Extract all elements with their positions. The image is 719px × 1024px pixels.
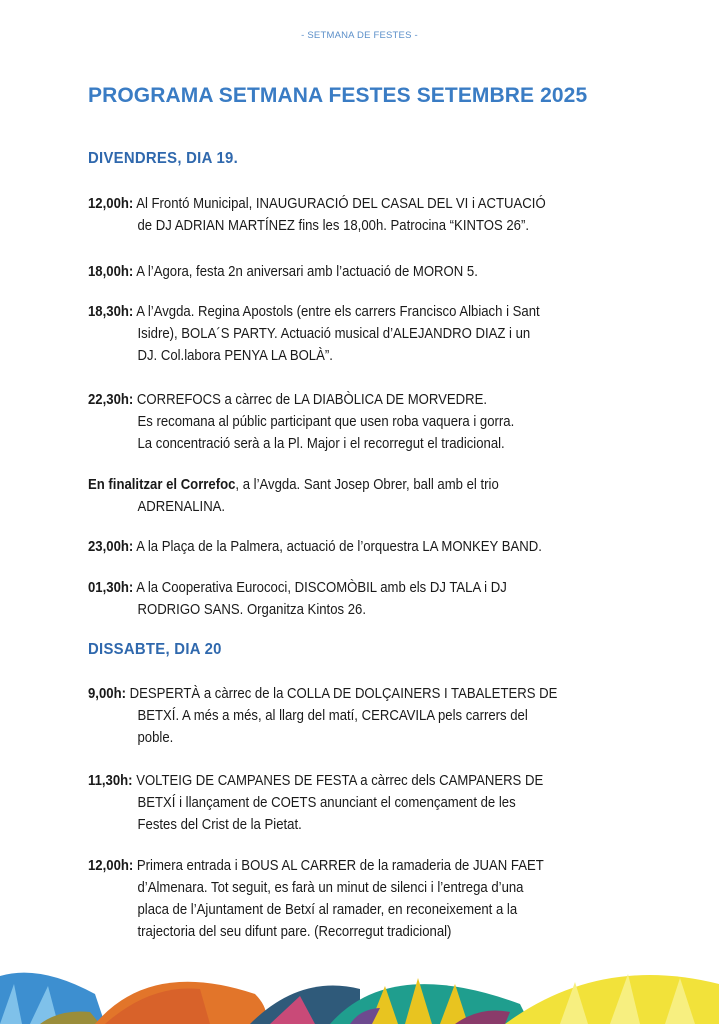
header-label: - SETMANA DE FESTES - bbox=[301, 30, 418, 41]
entry-text: Al Frontó Municipal, INAUGURACIÓ DEL CASAL DEL VI i ACTUACIÓ bbox=[133, 196, 546, 212]
entry-first-line bbox=[88, 261, 592, 283]
entry-time: 9,00h: bbox=[88, 686, 126, 702]
entry-first-line bbox=[88, 474, 592, 496]
program-entry bbox=[88, 474, 592, 518]
entry-first-line bbox=[88, 193, 592, 215]
program-entry bbox=[88, 536, 592, 558]
entry-first-line bbox=[88, 855, 592, 877]
program-entry bbox=[88, 855, 592, 943]
entry-first-line bbox=[88, 770, 592, 792]
entry-continuation-line: Festes del Crist de la Pietat. bbox=[137, 817, 302, 833]
entry-text: DESPERTÀ a càrrec de la COLLA DE DOLÇAINERS I TABALETERS DE bbox=[125, 686, 558, 702]
entry-time: 22,30h: bbox=[88, 392, 134, 408]
program-entry bbox=[88, 389, 592, 455]
day-heading: DIVENDRES, DIA 19. bbox=[88, 150, 239, 167]
program-entry bbox=[88, 301, 592, 367]
entry-first-line bbox=[88, 389, 592, 411]
entry-time: 12,00h: bbox=[88, 858, 134, 874]
program-entry bbox=[88, 193, 592, 237]
entry-text: A l’Agora, festa 2n aniversari amb l’actuació de MORON 5. bbox=[133, 264, 478, 280]
program-entry bbox=[88, 261, 592, 283]
entry-continuation-line: Es recomana al públic participant que usen roba vaquera i gorra. bbox=[137, 414, 515, 430]
entry-first-line bbox=[88, 577, 592, 599]
entry-time: 12,00h: bbox=[88, 196, 134, 212]
decorative-footer-illustration bbox=[0, 964, 719, 1024]
entry-text: A la Plaça de la Palmera, actuació de l’orquestra LA MONKEY BAND. bbox=[133, 539, 542, 555]
entry-time: 01,30h: bbox=[88, 580, 134, 596]
entry-continuation-line: trajectoria del seu difunt pare. (Recorregut tradicional) bbox=[137, 924, 452, 940]
program-entry bbox=[88, 577, 592, 621]
entry-text: A l’Avgda. Regina Apostols (entre els carrers Francisco Albiach i Sant bbox=[133, 304, 540, 320]
entry-continuation-line: placa de l’Ajuntament de Betxí al ramader, en reconeixement a la bbox=[137, 902, 518, 918]
entry-time: 18,30h: bbox=[88, 304, 134, 320]
entry-continuation-line: RODRIGO SANS. Organitza Kintos 26. bbox=[137, 602, 366, 618]
entry-text: Primera entrada i BOUS AL CARRER de la ramaderia de JUAN FAET bbox=[133, 858, 544, 874]
entry-text: CORREFOCS a càrrec de LA DIABÒLICA DE MORVEDRE. bbox=[133, 392, 488, 408]
entry-continuation-line: poble. bbox=[137, 730, 174, 746]
entry-continuation-line: BETXÍ. A més a més, al llarg del matí, CERCAVILA pels carrers del bbox=[137, 708, 528, 724]
entry-text: , a l’Avgda. Sant Josep Obrer, ball amb el trio bbox=[235, 477, 499, 493]
entry-time: 18,00h: bbox=[88, 264, 134, 280]
entry-first-line bbox=[88, 301, 592, 323]
day-heading: DISSABTE, DIA 20 bbox=[88, 641, 222, 658]
entry-continuation-line: de DJ ADRIAN MARTÍNEZ fins les 18,00h. Patrocina “KINTOS 26”. bbox=[137, 218, 529, 234]
entry-text: VOLTEIG DE CAMPANES DE FESTA a càrrec dels CAMPANERS DE bbox=[132, 773, 544, 789]
entry-continuation-line: d’Almenara. Tot seguit, es farà un minut de silenci i l’entrega d’una bbox=[137, 880, 524, 896]
entry-continuation-line: BETXÍ i llançament de COETS anunciant el començament de les bbox=[137, 795, 516, 811]
entry-continuation-line: Isidre), BOLA´S PARTY. Actuació musical d’ALEJANDRO DIAZ i un bbox=[137, 326, 531, 342]
program-entry bbox=[88, 683, 592, 749]
entry-time: En finalitzar el Correfoc bbox=[88, 477, 236, 493]
entry-continuation-line: ADRENALINA. bbox=[137, 499, 226, 515]
page-title: PROGRAMA SETMANA FESTES SETEMBRE 2025 bbox=[88, 84, 588, 107]
program-entry bbox=[88, 770, 592, 836]
entry-first-line bbox=[88, 683, 592, 705]
entry-first-line bbox=[88, 536, 592, 558]
entry-continuation-line: La concentració serà a la Pl. Major i el recorregut el tradicional. bbox=[137, 436, 505, 452]
entry-continuation-line: DJ. Col.labora PENYA LA BOLÀ”. bbox=[137, 348, 333, 364]
entry-time: 11,30h: bbox=[88, 773, 133, 789]
entry-text: A la Cooperativa Eurococi, DISCOMÒBIL amb els DJ TALA i DJ bbox=[133, 580, 507, 596]
entry-time: 23,00h: bbox=[88, 539, 134, 555]
